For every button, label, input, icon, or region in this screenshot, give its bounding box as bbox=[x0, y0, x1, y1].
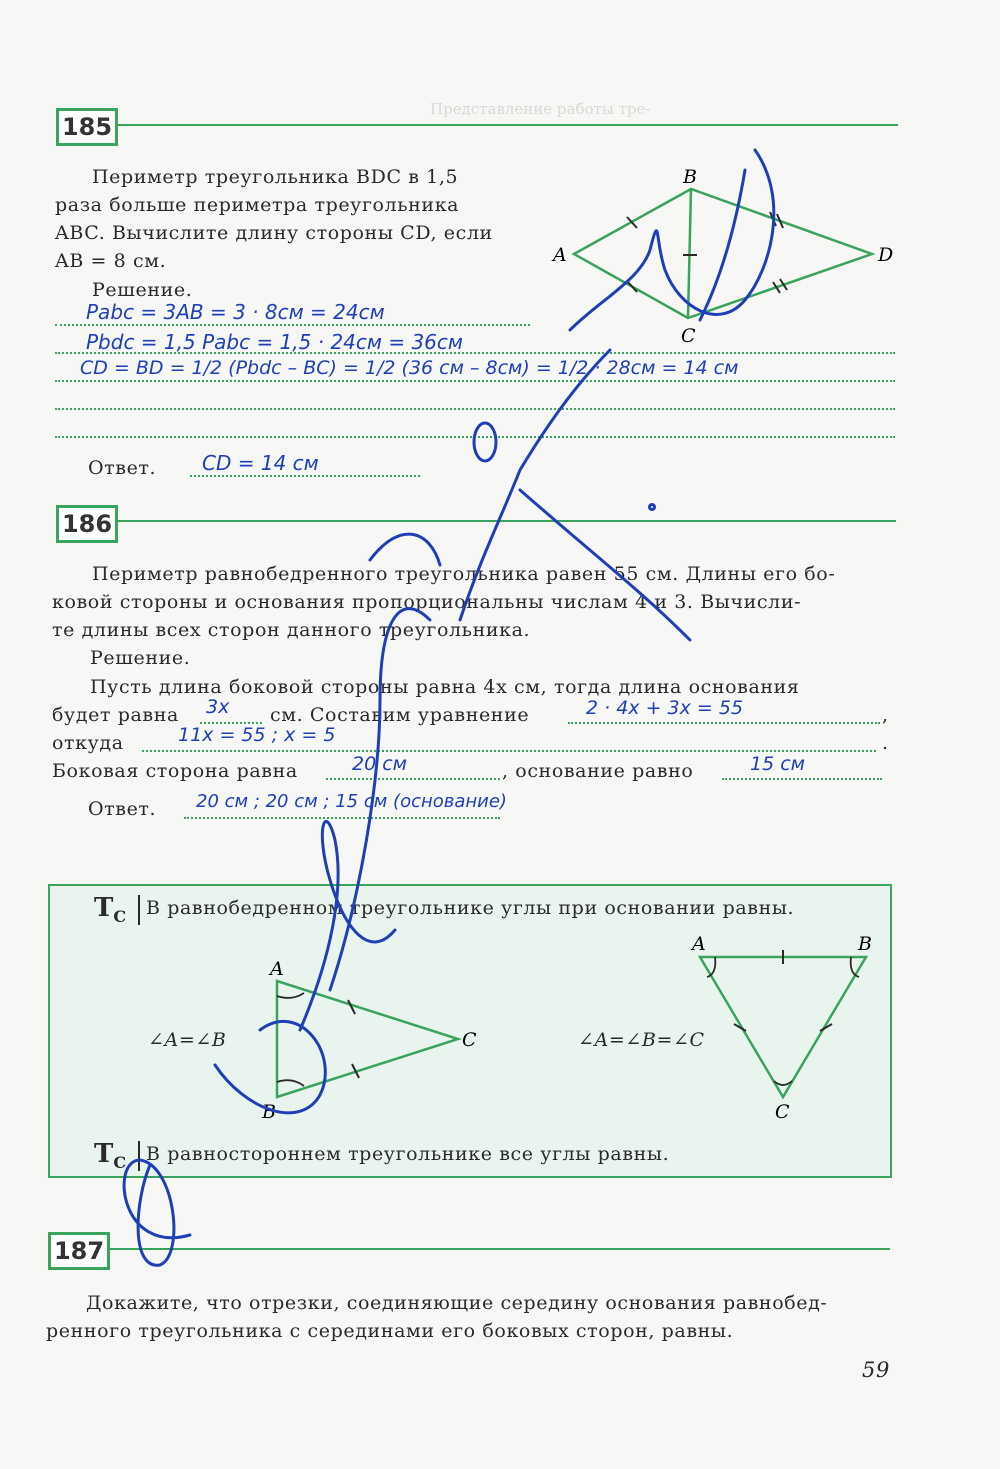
task-186-line-7-mid: , основание равно bbox=[502, 760, 694, 782]
task-185-line-4: AB = 8 см. bbox=[55, 250, 167, 272]
task-186-line-5-mid: см. Составим уравнение bbox=[270, 704, 530, 726]
task-186-line-1: Периметр равнобедренного треугольника равен 55 см. Длины его бо- bbox=[92, 563, 836, 585]
handwritten-scribble bbox=[124, 150, 774, 1265]
theorem-1-text: В равнобедренном треугольнике углы при основании равны. bbox=[146, 897, 795, 919]
tick-ac-fig1 bbox=[348, 1000, 355, 1014]
task-185-line-1: Периметр треугольника BDC в 1,5 bbox=[92, 166, 459, 188]
angle-b-arc bbox=[277, 1080, 304, 1086]
label-a-fig1: A bbox=[270, 958, 284, 980]
task-186-line-2: ковой стороны и основания пропорциональны числам 4 и 3. Вычисли- bbox=[52, 591, 802, 613]
task-187-number: 187 bbox=[48, 1232, 110, 1270]
label-a-fig2: A bbox=[692, 933, 706, 955]
fig2-equation: ∠A=∠B=∠C bbox=[578, 1029, 705, 1051]
task-185-handwritten-2: Pbdc = 1,5 Pabc = 1,5 · 24см = 36см bbox=[86, 330, 463, 354]
page-number: 59 bbox=[862, 1358, 890, 1382]
angle-b2-arc bbox=[851, 957, 859, 977]
scribble-loop-mid bbox=[215, 1021, 325, 1112]
label-b-fig2: B bbox=[858, 933, 872, 955]
task-185-answer-value: CD = 14 см bbox=[202, 451, 319, 475]
label-c-fig2: C bbox=[775, 1101, 790, 1123]
equilateral-triangle bbox=[700, 957, 866, 1097]
task-186-number: 186 bbox=[56, 505, 118, 543]
scribble-stroke-2 bbox=[330, 609, 430, 990]
label-b-185: B bbox=[683, 166, 697, 188]
label-d-185: D bbox=[878, 244, 894, 266]
tick-ac bbox=[628, 282, 637, 292]
theorem-2-marker: $T_C$ bbox=[94, 1139, 127, 1173]
task-186-comma: , bbox=[882, 704, 889, 726]
task-185-handwritten-3: CD = BD = 1/2 (Pbdc – BC) = 1/2 (36 см – 8см) = 1/2 · 28см = 14 см bbox=[80, 357, 739, 379]
label-c-185: C bbox=[681, 325, 696, 347]
task-186-base-value: 15 см bbox=[750, 753, 805, 775]
scribble-stroke-3 bbox=[460, 350, 610, 620]
task-186-side-value: 20 см bbox=[352, 753, 407, 775]
scribble-loop-bottom bbox=[124, 1160, 190, 1265]
scribble-slash bbox=[520, 490, 690, 640]
task-186-line-4: Пусть длина боковой стороны равна 4x см, тогда длина основания bbox=[90, 676, 800, 698]
task-185-number: 185 bbox=[56, 108, 118, 146]
theorem-1-marker: $T_C$ bbox=[94, 893, 127, 927]
task-186-solution-label: Решение. bbox=[90, 647, 191, 669]
task-187-line-2: ренного треугольника с серединами его боковых сторон, равны. bbox=[46, 1320, 734, 1342]
scribble-dot bbox=[650, 505, 655, 510]
rhombus-diagonal bbox=[688, 189, 691, 318]
label-a-185: A bbox=[553, 244, 567, 266]
scribble-oval bbox=[474, 423, 496, 461]
angle-a2-arc bbox=[707, 957, 715, 977]
task-186-answer-value: 20 см ; 20 см ; 15 см (основание) bbox=[196, 791, 507, 812]
task-185-line-3: ABC. Вычислите длину стороны CD, если bbox=[55, 222, 493, 244]
task-186-line-5-prefix: будет равна bbox=[52, 704, 179, 726]
task-186-line-7-prefix: Боковая сторона равна bbox=[52, 760, 298, 782]
rhombus-outline bbox=[574, 189, 872, 318]
task-186-line-6-prefix: откуда bbox=[52, 732, 124, 754]
isosceles-triangle bbox=[277, 981, 458, 1097]
label-c-fig1: C bbox=[462, 1029, 477, 1051]
task-185-answer-label: Ответ. bbox=[88, 457, 157, 479]
task-186-answer-label: Ответ. bbox=[88, 798, 157, 820]
label-b-fig1: B bbox=[262, 1101, 276, 1123]
task-186-line-3: те длины всех сторон данного треугольника. bbox=[52, 619, 531, 641]
fig1-equation: ∠A=∠B bbox=[148, 1029, 227, 1051]
task-186-value-3x: 3x bbox=[206, 696, 230, 718]
task-186-period: . bbox=[882, 732, 889, 754]
rhombus-figure bbox=[574, 189, 872, 318]
task-185-line-2: раза больше периметра треугольника bbox=[55, 194, 460, 216]
task-185-handwritten-1: Pabc = 3AB = 3 · 8см = 24см bbox=[86, 300, 385, 324]
angle-a-arc bbox=[277, 993, 304, 998]
theorem-2-text: В равностороннем треугольнике все углы равны. bbox=[146, 1143, 670, 1165]
scribble-stroke-5 bbox=[700, 170, 745, 320]
task-187-line-1: Докажите, что отрезки, соединяющие середину основания равнобед- bbox=[86, 1292, 828, 1314]
scribble-arc bbox=[370, 534, 440, 565]
task-185-solution-label: Решение. bbox=[92, 279, 193, 301]
bleed-through-text: Представление работы тре- bbox=[430, 100, 651, 118]
task-186-equation: 2 · 4x + 3x = 55 bbox=[586, 697, 744, 719]
task-186-solution-value: 11x = 55 ; x = 5 bbox=[178, 724, 336, 746]
